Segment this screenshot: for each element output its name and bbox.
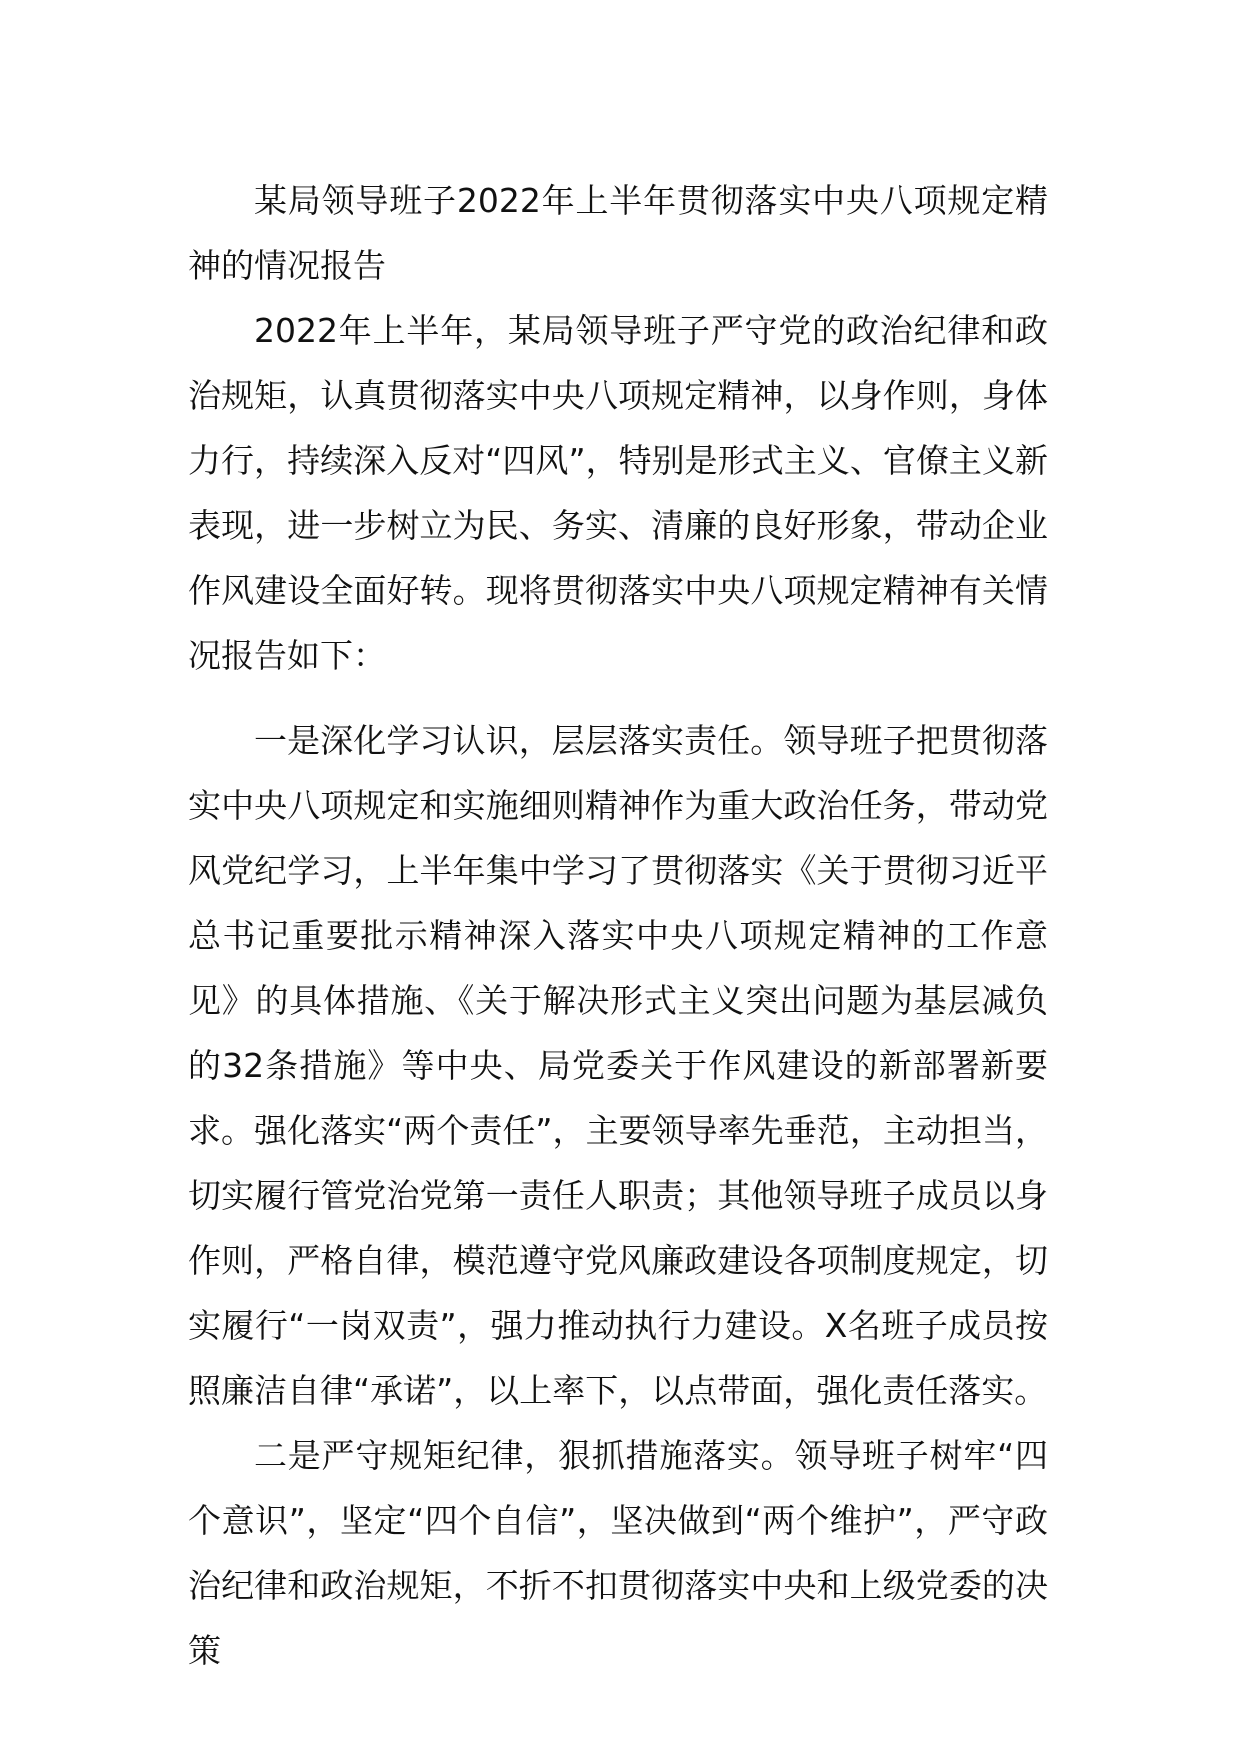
paragraph-section-one: 一是深化学习认识，层层落实责任。领导班子把贯彻落实中央八项规定和实施细则精神作为重大政治任务，带动党风党纪学习，上半年集中学习了贯彻落实《关于贯彻习近平总书记重要批示精神深入落实中央八项规定精神的工作意见》的具体措施、《关于解决形式主义突出问题为基层减负的32条措施》等中央、局党委关于作风建设的新部署新要求。强化落实“两个责任”，主要领导率先垂范，主动担当，切实履行管党治党第一责任人职责；其他领导班子成员以身作则，严格自律，模范遵守党风廉政建设各项制度规定，切实履行“一岗双责”，强力推动执行力建设。X名班子成员按照廉洁自律“承诺”，以上率下，以点带面，强化责任落实。 [188, 721, 1048, 1410]
paragraph-intro: 2022年上半年，某局领导班子严守党的政治纪律和政治规矩，认真贯彻落实中央八项规定精神，以身作则，身体力行，持续深入反对“四风”，特别是形式主义、官僚主义新表现，进一步树立为民、务实、清廉的良好形象，带动企业作风建设全面好转。现将贯彻落实中央八项规定精神有关情况报告如下： [188, 311, 1048, 675]
document-body [188, 168, 1048, 1683]
paragraph-spacer [188, 688, 1048, 708]
paragraph-section-two: 二是严守规矩纪律，狠抓措施落实。领导班子树牢“四个意识”，坚定“四个自信”，坚决做到“两个维护”，严守政治纪律和政治规矩，不折不扣贯彻落实中央和上级党委的决策 [188, 1436, 1048, 1670]
document-title: 某局领导班子2022年上半年贯彻落实中央八项规定精神的情况报告 [188, 181, 1048, 285]
